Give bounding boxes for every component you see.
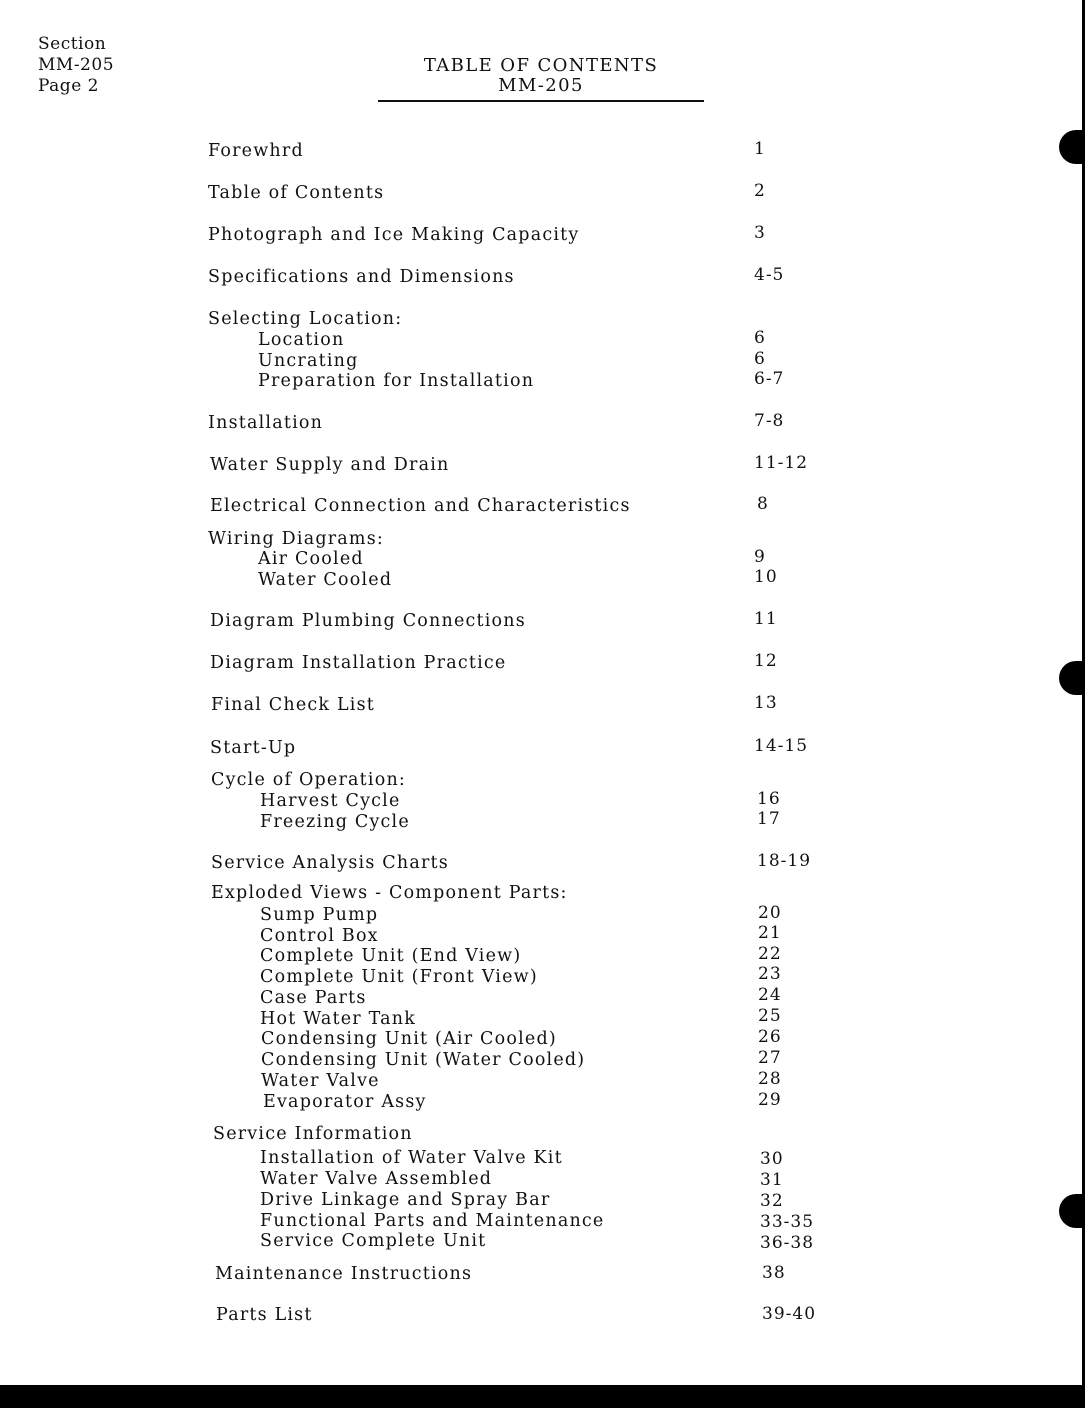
toc-entry-label: Freezing Cycle bbox=[260, 812, 410, 832]
toc-entry-page-number: 6 bbox=[754, 349, 766, 369]
toc-entry-page-number: 14-15 bbox=[754, 736, 809, 756]
toc-entry-page-number: 3 bbox=[754, 223, 766, 243]
title-sub: MM-205 bbox=[498, 75, 584, 96]
toc-entry-page-number: 9 bbox=[754, 547, 766, 567]
toc-entry-page-number: 16 bbox=[757, 789, 781, 809]
toc-entry-label: Water Cooled bbox=[258, 570, 393, 590]
toc-entry-label: Condensing Unit (Air Cooled) bbox=[261, 1029, 557, 1049]
section-header bbox=[38, 34, 114, 97]
toc-entry-page-number: 23 bbox=[758, 964, 782, 984]
toc-entry-page-number: 18-19 bbox=[757, 851, 812, 871]
toc-entry-page-number: 2 bbox=[754, 181, 766, 201]
toc-entry-label: Preparation for Installation bbox=[258, 371, 535, 391]
toc-entry-page-number: 24 bbox=[758, 985, 782, 1005]
toc-entry-label: Parts List bbox=[216, 1305, 313, 1325]
punch-hole-top bbox=[1059, 130, 1085, 164]
toc-entry-label: Photograph and Ice Making Capacity bbox=[208, 225, 580, 245]
toc-entry-label: Case Parts bbox=[260, 988, 367, 1008]
title-underline bbox=[378, 100, 704, 102]
title-main: TABLE OF CONTENTS bbox=[423, 55, 659, 76]
toc-entry-page-number: 13 bbox=[754, 693, 778, 713]
toc-entry-label: Electrical Connection and Characteristics bbox=[210, 496, 631, 516]
toc-entry-label: Harvest Cycle bbox=[260, 791, 401, 811]
toc-group-heading: Exploded Views - Component Parts: bbox=[211, 883, 568, 903]
toc-entry-label: Installation bbox=[208, 413, 324, 433]
toc-entry-page-number: 12 bbox=[754, 651, 778, 671]
toc-entry-label: Drive Linkage and Spray Bar bbox=[260, 1190, 551, 1210]
toc-entry-label: Installation of Water Valve Kit bbox=[260, 1148, 563, 1168]
toc-entry-page-number: 17 bbox=[757, 809, 781, 829]
toc-entry-page-number: 11-12 bbox=[754, 453, 809, 473]
toc-entry-page-number: 30 bbox=[760, 1149, 784, 1169]
toc-entry-page-number: 22 bbox=[758, 944, 782, 964]
toc-entry-page-number: 1 bbox=[754, 139, 766, 159]
toc-entry-label: Maintenance Instructions bbox=[215, 1264, 473, 1284]
punch-hole-middle bbox=[1059, 661, 1085, 695]
toc-entry-label: Service Analysis Charts bbox=[211, 853, 449, 873]
toc-entry-label: Evaporator Assy bbox=[263, 1092, 427, 1112]
toc-entry-label: Start-Up bbox=[210, 738, 297, 758]
toc-entry-page-number: 20 bbox=[758, 903, 782, 923]
toc-entry-label: Control Box bbox=[260, 926, 379, 946]
toc-entry-page-number: 11 bbox=[754, 609, 778, 629]
toc-group-heading: Cycle of Operation: bbox=[211, 770, 407, 790]
toc-entry-label: Specifications and Dimensions bbox=[208, 267, 515, 287]
toc-entry-label: Table of Contents bbox=[208, 183, 385, 203]
toc-entry-page-number: 10 bbox=[754, 567, 778, 587]
toc-entry-page-number: 4-5 bbox=[754, 265, 785, 285]
toc-entry-label: Uncrating bbox=[258, 351, 359, 371]
toc-entry-page-number: 6 bbox=[754, 328, 766, 348]
toc-entry-label: Final Check List bbox=[211, 695, 376, 715]
toc-entry-page-number: 26 bbox=[758, 1027, 782, 1047]
toc-entry-label: Location bbox=[258, 330, 345, 350]
doc-code: MM-205 bbox=[38, 55, 115, 75]
toc-group-heading: Selecting Location: bbox=[208, 309, 403, 329]
scan-edge-bottom bbox=[0, 1385, 1085, 1408]
section-label: Section bbox=[38, 34, 107, 54]
toc-entry-page-number: 7-8 bbox=[754, 411, 785, 431]
toc-entry-label: Sump Pump bbox=[260, 905, 379, 925]
toc-entry-page-number: 36-38 bbox=[760, 1233, 815, 1253]
page-label: Page 2 bbox=[38, 76, 99, 96]
toc-entry-page-number: 25 bbox=[758, 1006, 782, 1026]
toc-entry-page-number: 6-7 bbox=[754, 369, 785, 389]
toc-entry-page-number: 21 bbox=[758, 923, 782, 943]
toc-entry-label: Complete Unit (End View) bbox=[260, 946, 522, 966]
toc-entry-label: Functional Parts and Maintenance bbox=[260, 1211, 605, 1231]
toc-entry-label: Service Complete Unit bbox=[260, 1231, 487, 1251]
toc-group-heading: Wiring Diagrams: bbox=[208, 529, 385, 549]
toc-entry-label: Condensing Unit (Water Cooled) bbox=[261, 1050, 586, 1070]
toc-entry-page-number: 29 bbox=[758, 1090, 782, 1110]
toc-entry-label: Diagram Installation Practice bbox=[210, 653, 507, 673]
toc-entry-label: Complete Unit (Front View) bbox=[260, 967, 538, 987]
toc-entry-label: Hot Water Tank bbox=[260, 1009, 417, 1029]
toc-entry-page-number: 28 bbox=[758, 1069, 782, 1089]
toc-entry-page-number: 39-40 bbox=[762, 1304, 817, 1324]
toc-entry-page-number: 27 bbox=[758, 1048, 782, 1068]
punch-hole-bottom bbox=[1059, 1194, 1085, 1228]
toc-entry-page-number: 31 bbox=[760, 1170, 784, 1190]
toc-entry-label: Water Valve Assembled bbox=[260, 1169, 493, 1189]
toc-group-heading: Service Information bbox=[213, 1124, 413, 1144]
toc-entry-page-number: 32 bbox=[760, 1191, 784, 1211]
toc-entry-page-number: 33-35 bbox=[760, 1212, 815, 1232]
toc-entry-page-number: 38 bbox=[762, 1263, 786, 1283]
page-title bbox=[378, 56, 704, 102]
toc-entry-label: Forewhrd bbox=[208, 141, 304, 161]
toc-entry-label: Air Cooled bbox=[258, 549, 364, 569]
toc-entry-label: Water Supply and Drain bbox=[210, 455, 450, 475]
toc-entry-page-number: 8 bbox=[757, 494, 769, 514]
toc-entry-label: Water Valve bbox=[261, 1071, 380, 1091]
toc-entry-label: Diagram Plumbing Connections bbox=[210, 611, 526, 631]
